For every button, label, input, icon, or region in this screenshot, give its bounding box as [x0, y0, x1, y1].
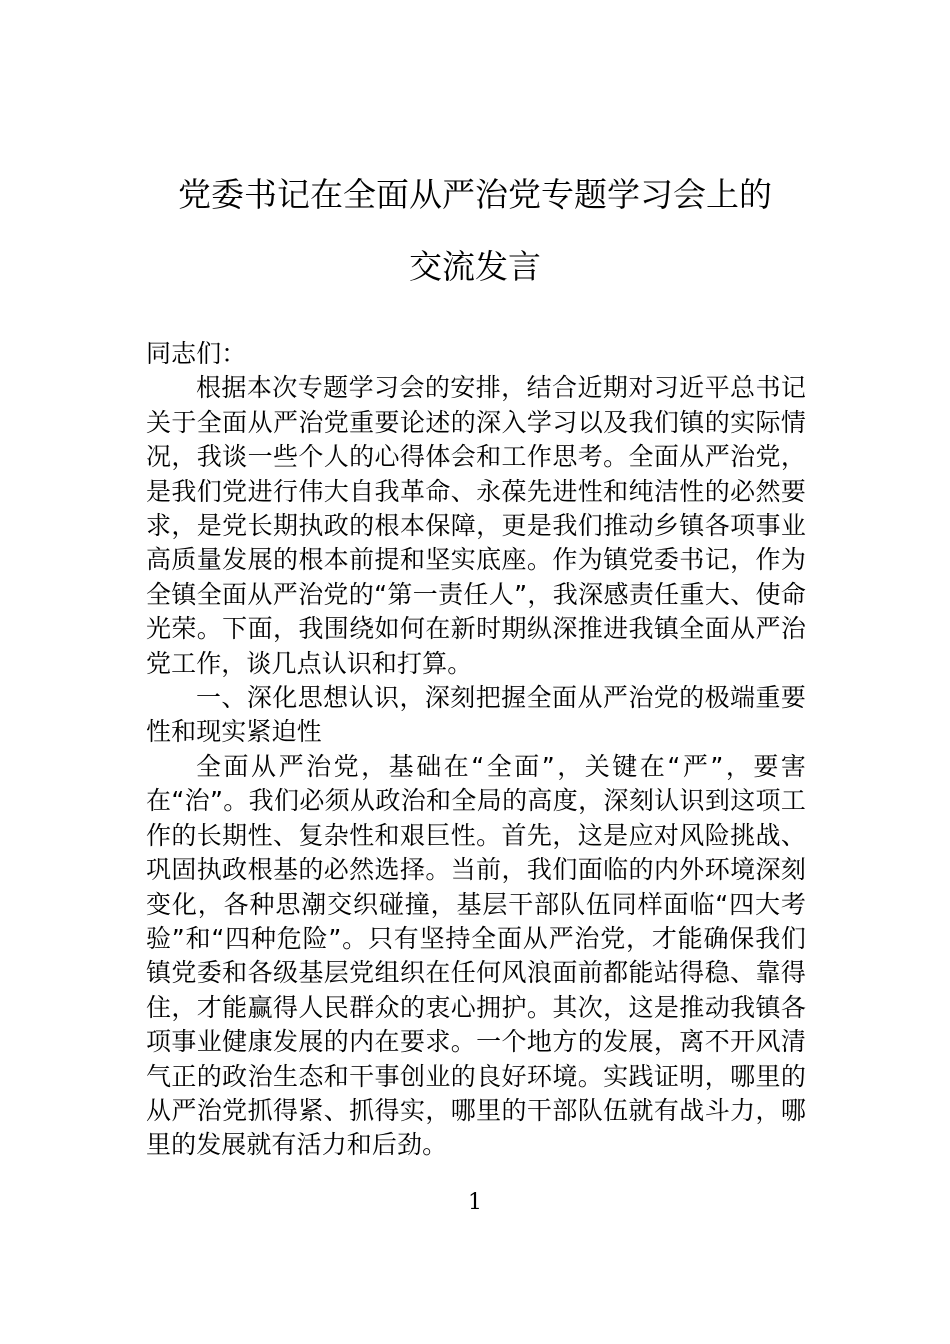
paragraph-section-1: 全面从严治党，基础在“全面”，关键在“严”，要害在“治”。我们必须从政治和全局的高度，深刻认识到这项工作的长期性、复杂性和艰巨性。首先，这是应对风险挑战、巩固执政根基的必然选择。当前，我们面临的内外环境深刻变化，各种思潮交织碰撞，基层干部队伍同样面临“四大考验”和“四种危险”。只有坚持全面从严治党，才能确保我们镇党委和各级基层党组织在任何风浪面前都能站得稳、靠得住，才能赢得人民群众的衷心拥护。其次，这是推动我镇各项事业健康发展的内在要求。一个地方的发展，离不开风清气正的政治生态和干事创业的良好环境。实践证明，哪里的从严治党抓得紧、抓得实，哪里的干部队伍就有战斗力，哪里的发展就有活力和后劲。 [146, 751, 806, 1160]
salutation: 同志们： [146, 339, 247, 368]
document-body [146, 337, 806, 1163]
section-heading-1: 一、深化思想认识，深刻把握全面从严治党的极端重要性和现实紧迫性 [146, 683, 806, 747]
paragraph-intro: 根据本次专题学习会的安排，结合近期对习近平总书记关于全面从严治党重要论述的深入学习以及我们镇的实际情况，我谈一些个人的心得体会和工作思考。全面从严治党，是我们党进行伟大自我革命、永葆先进性和纯洁性的必然要求，是党长期执政的根本保障，更是我们推动乡镇各项事业高质量发展的根本前提和坚实底座。作为镇党委书记，作为全镇全面从严治党的“第一责任人”，我深感责任重大、使命光荣。下面，我围绕如何在新时期纵深推进我镇全面从严治党工作，谈几点认识和打算。 [146, 373, 806, 678]
document-title-line-2: 交流发言 [409, 247, 541, 286]
document-title-line-1: 党委书记在全面从严治党专题学习会上的 [178, 175, 772, 214]
page-number: 1 [468, 1190, 482, 1215]
